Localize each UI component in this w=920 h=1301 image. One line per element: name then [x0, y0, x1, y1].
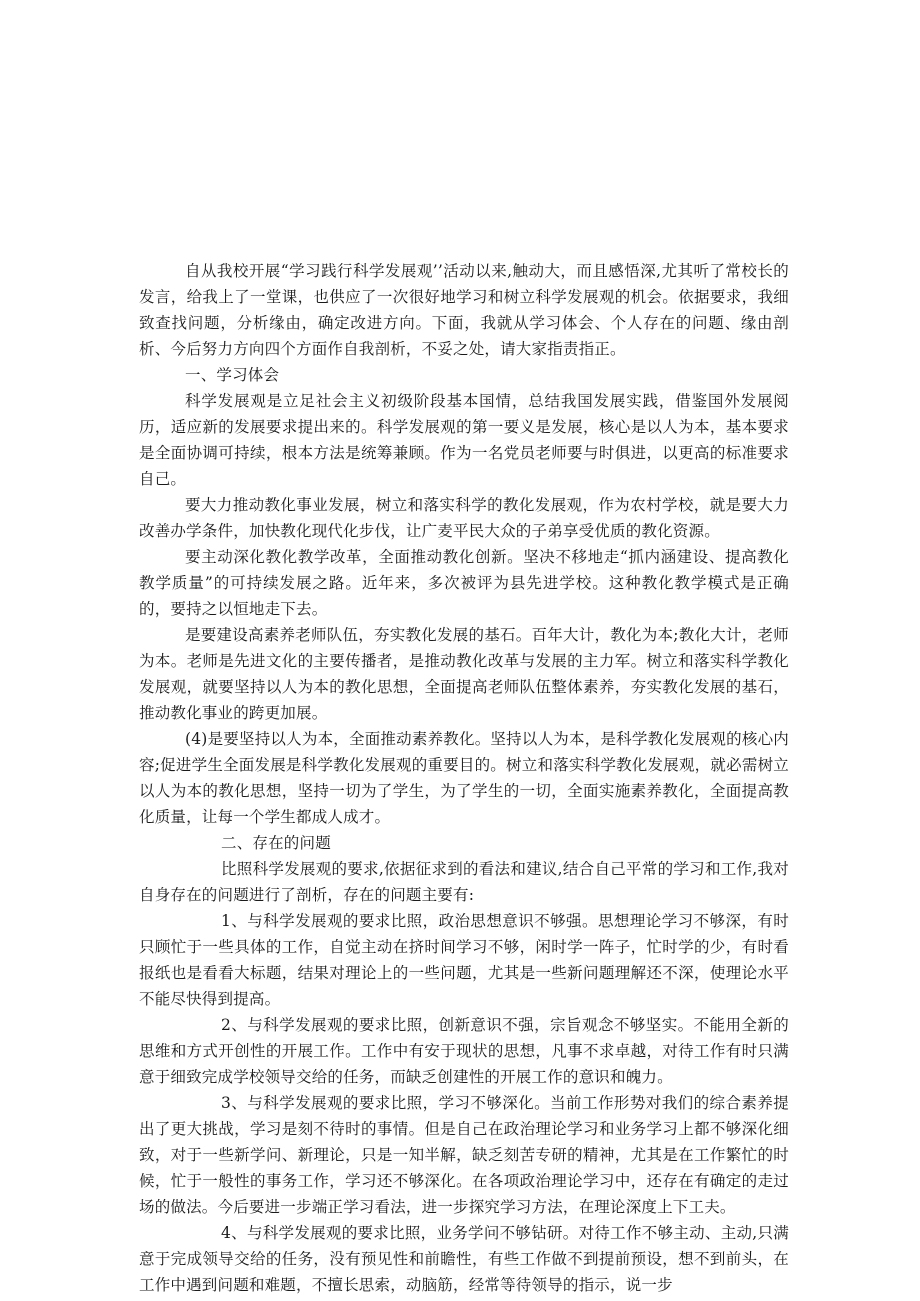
study-paragraph-4: 是要建设高素养老师队伍，夯实教化发展的基石。百年大计，教化为本;教化大计，老师为本。老师是先进文化的主要传播者，是推动教化改革与发展的主力军。树立和落实科学教化发展观，就要坚持以人为本的教化思想，全面提高老师队伍整体素养，夯实教化发展的基石，推动教化事业的跨更加展。 [139, 626, 789, 722]
problems-intro-paragraph: 比照科学发展观的要求,依据征求到的看法和建议,结合自己平常的学习和工作,我对自身存在的问题进行了剖析，存在的问题主要有: [139, 860, 789, 904]
section-heading-problems: 二、存在的问题 [221, 834, 331, 852]
intro-paragraph: 自从我校开展“学习践行科学发展观’’活动以来,触动大，而且感悟深,尤其听了常校长的发言，给我上了一堂课，也供应了一次很好地学习和树立科学发展观的机会。依据要求，我细致查找问题，分析缘由，确定改进方向。下面，我就从学习体会、个人存在的问题、缘由剖析、今后努力方向四个方面作自我剖析，不妥之处，请大家指责指正。 [139, 262, 789, 358]
problem-item-4: 4、与科学发展观的要求比照，业务学问不够钻研。对待工作不够主动、主动,只满意于完成领导交给的任务，没有预见性和前瞻性，有些工作做不到提前预设，想不到前头，在工作中遇到问题和难题，不擅长思索，动脑筋，经常等待领导的指示，说一步 [139, 1224, 789, 1294]
study-paragraph-5: (4)是要坚持以人为本，全面推动素养教化。坚持以人为本，是科学教化发展观的核心内容;促进学生全面发展是科学教化发展观的重要目的。树立和落实科学教化发展观，就必需树立以人为本的教化思想，坚持一切为了学生，为了学生的一切，全面实施素养教化，全面提高教化质量，让每一个学生都成人成才。 [139, 730, 789, 826]
problem-item-1: 1、与科学发展观的要求比照，政治思想意识不够强。思想理论学习不够深，有时只顾忙于一些具体的工作，自觉主动在挤时间学习不够，闲时学一阵子，忙时学的少，有时看报纸也是看看大标题，结果对理论上的一些问题，尤其是一些新问题理解还不深，使理论水平不能尽快得到提高。 [139, 912, 789, 1008]
study-paragraph-1: 科学发展观是立足社会主义初级阶段基本国情，总结我国发展实践，借鉴国外发展阅历，适应新的发展要求提出来的。科学发展观的第一要义是发展，核心是以人为本，基本要求是全面协调可持续，根本方法是统筹兼顾。作为一名党员老师要与时俱进，以更高的标准要求自己。 [139, 392, 789, 488]
study-paragraph-3: 要主动深化教化教学改革，全面推动教化创新。坚决不移地走“抓内涵建设、提高教化教学质量”的可持续发展之路。近年来，多次被评为县先进学校。这种教化教学模式是正确的，要持之以恒地走下去。 [139, 548, 789, 618]
problem-item-2: 2、与科学发展观的要求比照，创新意识不强，宗旨观念不够坚实。不能用全新的思维和方式开创性的开展工作。工作中有安于现状的思想，凡事不求卓越，对待工作有时只满意于细致完成学校领导交给的任务，而缺乏创建性的开展工作的意识和魄力。 [139, 1016, 789, 1086]
study-paragraph-2: 要大力推动教化事业发展，树立和落实科学的教化发展观，作为农村学校，就是要大力改善办学条件，加快教化现代化步伐，让广麦平民大众的子弟享受优质的教化资源。 [139, 496, 789, 540]
problem-item-3: 3、与科学发展观的要求比照，学习不够深化。当前工作形势对我们的综合素养提出了更大挑战，学习是刻不待时的事情。但是自己在政治理论学习和业务学习上都不够深化细致，对于一些新学问、新理论，只是一知半解，缺乏刻苦专研的精神，尤其是在工作繁忙的时候，忙于一般性的事务工作，学习还不够深化。在各项政治理论学习中，还存在有确定的走过场的做法。今后要进一步端正学习看法，进一步探究学习方法，在理论深度上下工夫。 [139, 1094, 789, 1216]
section-heading-study: 一、学习体会 [185, 366, 280, 384]
document-body [139, 258, 789, 1298]
